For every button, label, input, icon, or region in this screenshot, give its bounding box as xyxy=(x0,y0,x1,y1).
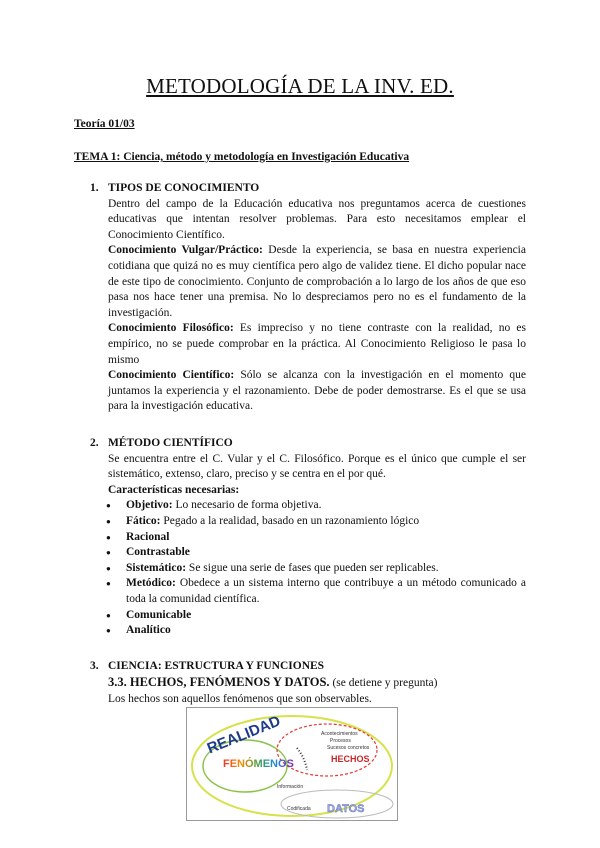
label-fenomenos: FENÓMENOS xyxy=(223,758,294,770)
item-label: Comunicable xyxy=(126,608,192,621)
realidad-diagram xyxy=(186,707,398,821)
subsection-title: 3.3. HECHOS, FENÓMENOS Y DATOS. xyxy=(108,674,330,689)
label-realidad: REALIDAD xyxy=(204,712,283,758)
item-label: Racional xyxy=(126,530,170,543)
topic-heading: TEMA 1: Ciencia, método y metodología en Investigación Educativa xyxy=(74,151,410,163)
list-item xyxy=(90,608,526,624)
term-label: Conocimiento Vulgar/Práctico: xyxy=(108,244,263,257)
characteristics-list xyxy=(90,498,526,638)
arrow-decoration xyxy=(297,748,307,770)
item-label: Analítico xyxy=(126,624,171,637)
term-text: Sólo se alcanza con la investigación en el momento que juntamos la experiencia y el razonamiento. Debe de poder demostrarse. Es el que se usa para la investigación educativa. xyxy=(108,369,526,413)
list-item xyxy=(90,498,526,514)
item-label: Fático: xyxy=(126,514,161,527)
item-label: Objetivo: xyxy=(126,499,173,512)
section-tipos-conocimiento xyxy=(90,181,526,415)
section-heading xyxy=(90,659,526,675)
theory-reference: Teoría 01/03 xyxy=(74,118,135,130)
list-item xyxy=(90,576,526,607)
item-text: Se sigue una serie de fases que pueden ser replicables. xyxy=(186,561,439,574)
section-heading xyxy=(90,436,526,452)
item-label: Sistemático: xyxy=(126,561,187,574)
item-label: Contrastable xyxy=(126,546,190,559)
term-label: Conocimiento Científico: xyxy=(108,369,235,382)
page-title: METODOLOGÍA DE LA INV. ED. xyxy=(146,74,454,98)
paragraph-vulgar xyxy=(108,243,526,321)
section-number: 3. xyxy=(90,660,99,672)
list-item xyxy=(90,530,526,546)
intro-paragraph: Se encuentra entre el C. Vular y el C. Filosófico. Porque es el único que cumple el ser sistemático, extenso, claro, preciso y se centra en el por qué. xyxy=(108,452,526,481)
section-heading xyxy=(90,181,526,197)
item-text: Obedece a un sistema interno que contribuye a un método comunicado a toda la comunidad científica. xyxy=(126,577,526,605)
label-informacion: Información xyxy=(277,784,304,790)
section-body-text xyxy=(108,692,544,708)
list-item xyxy=(90,561,526,577)
section-title: MÉTODO CIENTÍFICO xyxy=(108,437,233,449)
section-ciencia xyxy=(90,659,526,691)
paragraph-cientifico xyxy=(108,368,526,415)
term-text: Es impreciso y no tiene contraste con la realidad, no es empírico, no se puede comprobar en la práctica. Al Conocimiento Religioso le pasa lo mismo xyxy=(108,322,526,366)
item-text: Lo necesario de forma objetiva. xyxy=(172,499,322,512)
intro-paragraph: Dentro del campo de la Educación educativa nos preguntamos acerca de cuestiones educativas que intentan resolver problemas. Para esto necesitamos emplear el Conocimiento Científico. xyxy=(108,197,526,241)
section-body xyxy=(108,197,526,415)
section-number: 2. xyxy=(90,437,99,449)
section-number: 1. xyxy=(90,182,99,194)
list-item xyxy=(90,514,526,530)
paragraph-filosofico xyxy=(108,321,526,368)
section-metodo-cientifico xyxy=(90,436,526,639)
section-body xyxy=(108,675,526,692)
term-text: Desde la experiencia, se basa en nuestra experiencia cotidiana que quizá no es muy científica pero algo de validez tiene. El dicho popular nace de este tipo de conocimiento. Conjunto de comprobación a lo largo de los años de que eso pasa nos hace tener una premisa. No lo despreciamos pero no es el fundamento de la investigación. xyxy=(108,244,526,319)
characteristics-heading: Características necesarias: xyxy=(108,483,240,496)
diagram-svg xyxy=(187,708,397,820)
list-item xyxy=(90,623,526,639)
section-body xyxy=(108,452,526,499)
label-datos: DATOS xyxy=(327,803,365,815)
item-text: Pegado a la realidad, basado en un razonamiento lógico xyxy=(160,514,420,527)
term-label: Conocimiento Filosófico: xyxy=(108,322,234,335)
item-label: Metódico: xyxy=(126,577,176,590)
list-item xyxy=(90,545,526,561)
label-acontecimientos: Acontecimientos xyxy=(321,731,358,737)
label-sucesos: Sucesos concretos xyxy=(327,745,370,751)
subsection-heading xyxy=(108,675,526,692)
section-title: CIENCIA: ESTRUCTURA Y FUNCIONES xyxy=(108,660,325,672)
label-procesos: Procesos xyxy=(330,738,351,744)
body-paragraph: Los hechos son aquellos fenómenos que son observables. xyxy=(108,693,372,705)
label-codificada: Codificada xyxy=(287,806,311,812)
label-hechos: HECHOS xyxy=(331,754,370,764)
section-title: TIPOS DE CONOCIMIENTO xyxy=(108,182,260,194)
subsection-note: (se detiene y pregunta) xyxy=(329,676,438,689)
